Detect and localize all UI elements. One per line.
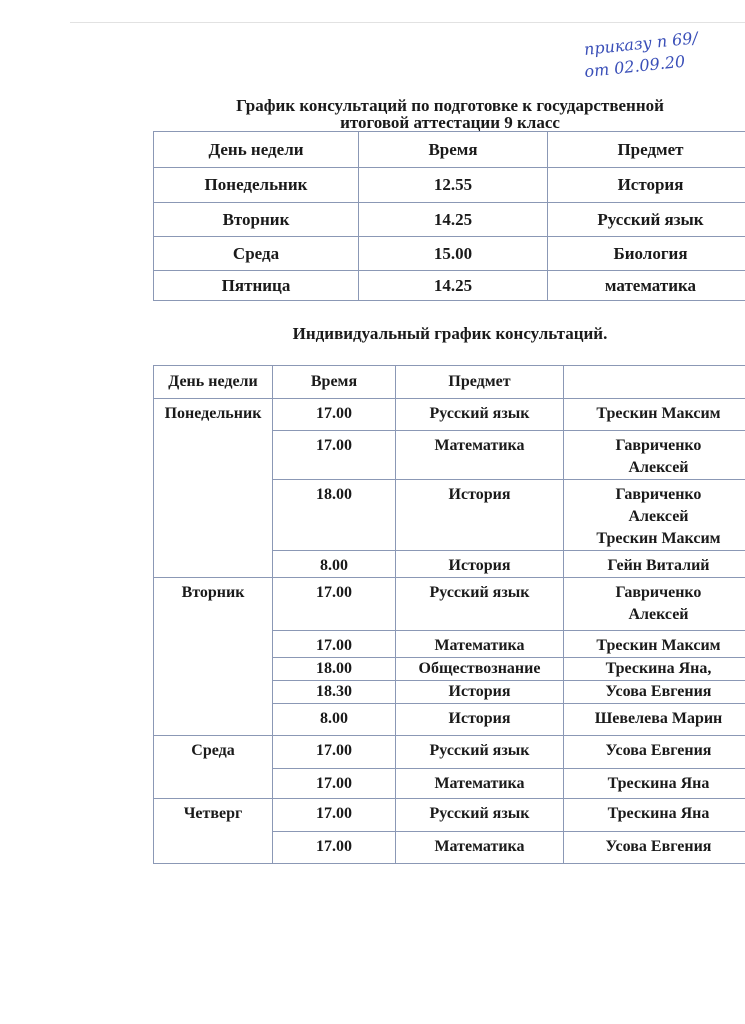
header-cell [564, 366, 745, 399]
day-cell: Четверг [154, 799, 273, 864]
subject-cell: Русский язык [548, 203, 745, 237]
header-row [154, 132, 745, 168]
table-row [154, 203, 745, 237]
title-line: График консультаций по подготовке к государственной [236, 96, 664, 115]
students-cell [564, 769, 745, 799]
students-cell [564, 799, 745, 832]
header-cell: День недели [154, 366, 273, 399]
student-name: Гавриченко [615, 584, 702, 601]
table-row [154, 237, 745, 271]
subject-cell: Биология [548, 237, 745, 271]
table-row [154, 399, 745, 431]
time-cell: 18.00 [273, 658, 396, 681]
general-schedule-title [150, 97, 745, 131]
student-name: Усова Евгения [605, 683, 712, 700]
note-line: приказу п 69/ [583, 28, 699, 59]
subject-cell: Предмет [548, 132, 745, 168]
subject-cell: Русский язык [396, 736, 564, 769]
day-cell: День недели [154, 132, 359, 168]
student-name: Гавриченко [615, 437, 702, 454]
table-row [154, 799, 745, 832]
students-cell [564, 631, 745, 658]
header-cell: Время [273, 366, 396, 399]
time-cell: 17.00 [273, 799, 396, 832]
time-cell: 8.00 [273, 551, 396, 578]
student-name: Усова Евгения [605, 838, 712, 855]
time-cell: 12.55 [359, 168, 548, 203]
subject-cell: История [396, 681, 564, 704]
subject-cell: История [396, 704, 564, 736]
note-line: от 02.09.20 [583, 51, 687, 82]
subject-cell: Русский язык [396, 399, 564, 431]
students-cell [564, 832, 745, 864]
day-cell: Среда [154, 736, 273, 799]
time-cell: 17.00 [273, 399, 396, 431]
day-cell: Понедельник [154, 168, 359, 203]
time-cell: 17.00 [273, 832, 396, 864]
table-row [154, 168, 745, 203]
subject-cell: Математика [396, 431, 564, 480]
student-name: Алексей [628, 459, 689, 476]
table-row [154, 271, 745, 301]
subject-cell: Математика [396, 631, 564, 658]
time-cell: 17.00 [273, 736, 396, 769]
handwritten-order-note [583, 27, 701, 83]
day-cell: Вторник [154, 203, 359, 237]
individual-schedule-title: Индивидуальный график консультаций. [292, 324, 608, 343]
subject-cell: История [396, 480, 564, 551]
individual-schedule-table [153, 365, 745, 864]
time-cell: 18.00 [273, 480, 396, 551]
students-cell [564, 431, 745, 480]
subject-cell: Обществознание [396, 658, 564, 681]
student-name: Алексей [628, 508, 689, 525]
header-cell: Предмет [396, 366, 564, 399]
subject-cell: История [548, 168, 745, 203]
student-name: Трескина Яна [607, 805, 710, 822]
time-cell: 17.00 [273, 631, 396, 658]
student-name: Алексей [628, 606, 689, 623]
time-cell: Время [359, 132, 548, 168]
students-cell [564, 399, 745, 431]
subject-cell: Математика [396, 832, 564, 864]
students-cell [564, 681, 745, 704]
students-cell [564, 658, 745, 681]
time-cell: 17.00 [273, 578, 396, 631]
day-cell: Пятница [154, 271, 359, 301]
page-top-rule [70, 22, 745, 23]
time-cell: 14.25 [359, 203, 548, 237]
subject-cell: математика [548, 271, 745, 301]
subject-cell: Математика [396, 769, 564, 799]
students-cell [564, 704, 745, 736]
student-name: Трескина Яна [607, 775, 710, 792]
title-line: итоговой аттестации 9 класс [340, 113, 560, 132]
student-name: Трескин Максим [596, 637, 721, 654]
header-row [154, 366, 745, 399]
time-cell: 17.00 [273, 431, 396, 480]
day-cell: Понедельник [154, 399, 273, 578]
subject-cell: Русский язык [396, 578, 564, 631]
subject-cell: История [396, 551, 564, 578]
time-cell: 8.00 [273, 704, 396, 736]
student-name: Шевелева Марин [594, 710, 723, 727]
table-row [154, 578, 745, 631]
students-cell [564, 480, 745, 551]
day-cell: Среда [154, 237, 359, 271]
time-cell: 18.30 [273, 681, 396, 704]
student-name: Гавриченко [615, 486, 702, 503]
day-cell: Вторник [154, 578, 273, 736]
table-row [154, 736, 745, 769]
students-cell [564, 578, 745, 631]
student-name: Гейн Виталий [607, 557, 710, 574]
students-cell [564, 551, 745, 578]
student-name: Трескина Яна, [605, 660, 712, 677]
student-name: Трескин Максим [596, 405, 721, 422]
time-cell: 14.25 [359, 271, 548, 301]
time-cell: 15.00 [359, 237, 548, 271]
time-cell: 17.00 [273, 769, 396, 799]
student-name: Трескин Максим [596, 530, 721, 547]
student-name: Усова Евгения [605, 742, 712, 759]
general-schedule-table [153, 131, 745, 301]
subject-cell: Русский язык [396, 799, 564, 832]
students-cell [564, 736, 745, 769]
